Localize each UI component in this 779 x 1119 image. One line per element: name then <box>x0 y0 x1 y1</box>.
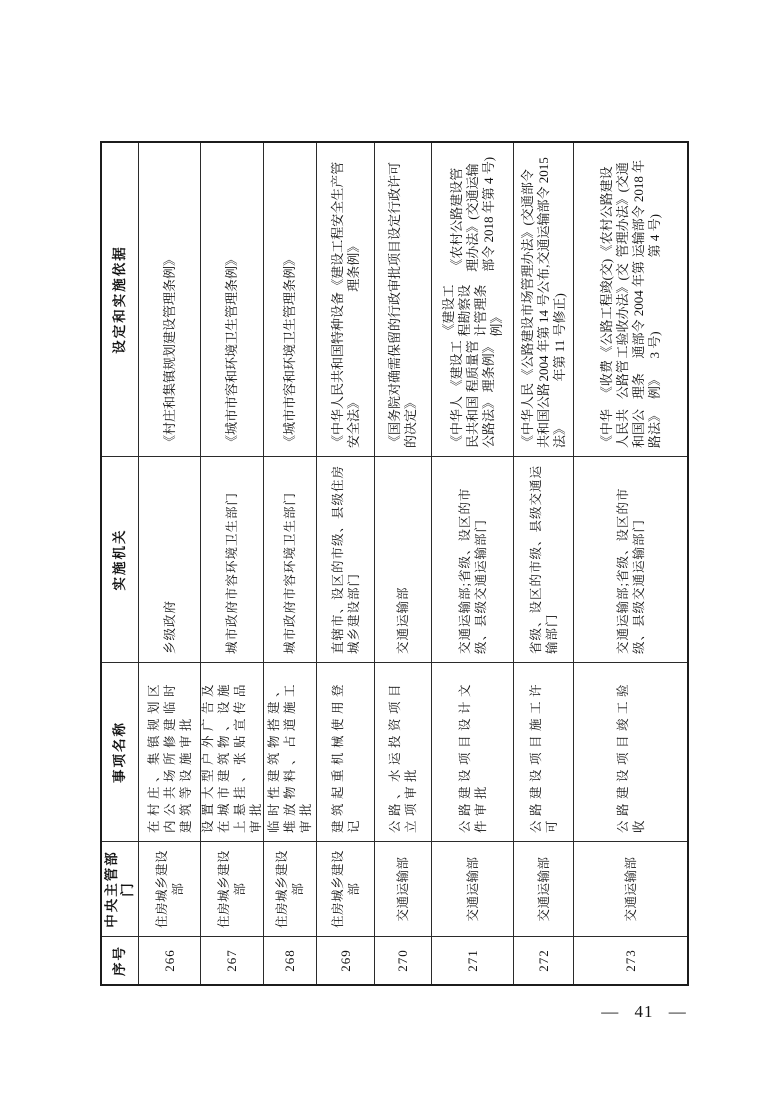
header-serial: 序号 <box>102 936 139 984</box>
basis-cell: 《国务院对确需保留的行政审批项目设定行政许可的决定》 <box>375 143 432 456</box>
basis-cell: 《中华人民共和国公路法》 《公路建设市场管理办法》(交通部令 2004 年第 14 号公布,交通运输部令 2015 年第 11 号修正) <box>514 143 574 456</box>
basis-cell: 《村庄和集镇规划建设管理条例》 <box>139 143 201 456</box>
basis-cell: 《城市市容和环境卫生管理条例》 <box>201 143 264 456</box>
item-name-cell: 公路建设项目竣工验收 <box>574 662 687 841</box>
basis-cell: 《城市市容和环境卫生管理条例》 <box>264 143 317 456</box>
item-name-cell: 公路建设项目设计文件审批 <box>432 662 514 841</box>
item-name-cell: 设置大型户外广告及在城市建筑物、设施上悬挂、张贴宣传品审批 <box>201 662 264 841</box>
header-agency: 实施机关 <box>102 456 139 662</box>
agency-cell: 交通运输部;省级、设区的市级、县级交通运输部门 <box>432 456 514 662</box>
department-cell: 交通运输部 <box>574 841 687 936</box>
item-name-cell: 公路建设项目施工许可 <box>514 662 574 841</box>
serial-cell: 270 <box>375 936 432 984</box>
department-cell: 住房城乡建设部 <box>201 841 264 936</box>
serial-cell: 271 <box>432 936 514 984</box>
item-name-cell: 建筑起重机械使用登记 <box>317 662 375 841</box>
rotated-table-container <box>100 145 685 986</box>
agency-cell: 交通运输部;省级、设区的市级、县级交通运输部门 <box>574 456 687 662</box>
basis-cell: 《中华人民共和国公路法》 《建设工程质量管理条例》 《建设工程勘察设计管理条例》 《农村公路建设管理办法》(交通运输部令 2018 年第 4 号) <box>432 143 514 456</box>
department-cell: 住房城乡建设部 <box>264 841 317 936</box>
agency-cell: 省级、设区的市级、县级交通运输部门 <box>514 456 574 662</box>
serial-cell: 267 <box>201 936 264 984</box>
serial-cell: 266 <box>139 936 201 984</box>
serial-cell: 272 <box>514 936 574 984</box>
header-basis: 设定和实施依据 <box>102 143 139 456</box>
item-name-cell: 临时性建筑物搭建、堆放物料、占道施工审批 <box>264 662 317 841</box>
approval-items-table <box>100 141 689 986</box>
department-cell: 住房城乡建设部 <box>317 841 375 936</box>
serial-cell: 268 <box>264 936 317 984</box>
basis-cell: 《中华人民共和国公路法》 《收费公路管理条例》 《公路工程竣(交)工验收办法》(交通部令 2004 年第 3 号) 《农村公路建设管理办法》(交通运输部令 2018 年第 4 号) <box>598 159 662 448</box>
header-department: 中央主管部门 <box>102 841 139 936</box>
department-cell: 住房城乡建设部 <box>139 841 201 936</box>
department-cell: 交通运输部 <box>514 841 574 936</box>
item-name-cell: 公路、水运投资项目立项审批 <box>375 662 432 841</box>
basis-cell: 《中华人民共和国特种设备安全法》 《建设工程安全生产管理条例》 <box>317 143 375 456</box>
serial-cell: 273 <box>574 936 687 984</box>
item-name-cell: 在村庄、集镇规划区内公共场所修建临时建筑等设施审批 <box>139 662 201 841</box>
agency-cell: 交通运输部 <box>375 456 432 662</box>
agency-cell: 城市政府市容环境卫生部门 <box>201 456 264 662</box>
agency-cell: 乡级政府 <box>139 456 201 662</box>
department-cell: 交通运输部 <box>375 841 432 936</box>
agency-cell: 城市政府市容环境卫生部门 <box>264 456 317 662</box>
header-item-name: 事项名称 <box>102 662 139 841</box>
department-cell: 交通运输部 <box>432 841 514 936</box>
agency-cell: 直辖市、设区的市级、县级住房城乡建设部门 <box>317 456 375 662</box>
page-number: — 41 — <box>601 1002 687 1021</box>
serial-cell: 269 <box>317 936 375 984</box>
